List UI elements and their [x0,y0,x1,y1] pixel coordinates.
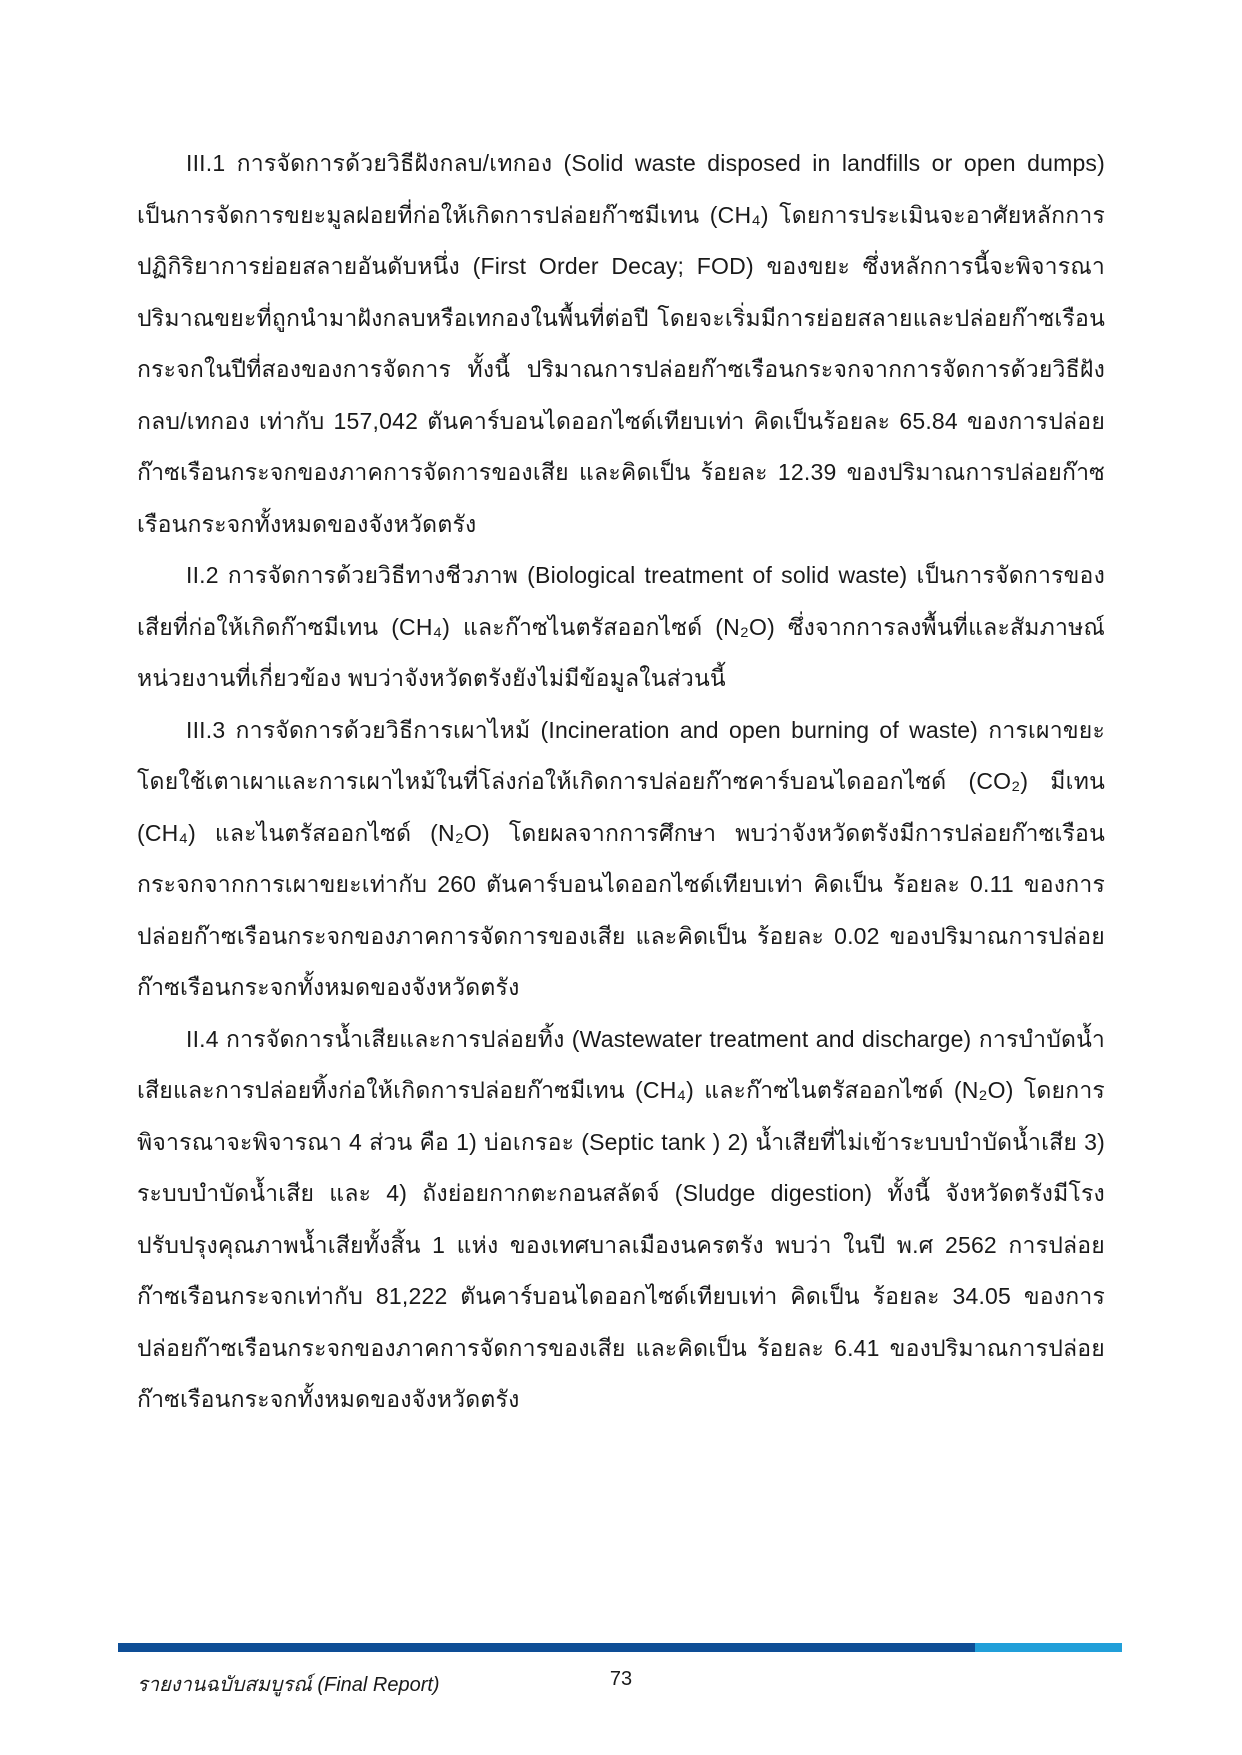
footer-page-number: 73 [609,1668,633,1690]
footer-bar-primary-segment [118,1643,975,1652]
paragraph-landfill-management: III.1 การจัดการด้วยวิธีฝังกลบ/เทกอง (Solid waste disposed in landfills or open dumps) เป็นการจัดการขยะมูลฝอยที่ก่อให้เกิดการปล่อยก๊าซมีเทน (CH₄) โดยการประเมินจะอาศัยหลักการปฏิกิริยาการย่อยสลายอันดับหนึ่ง (First Order Decay; FOD) ของขยะ ซึ่งหลักการนี้จะพิจารณาปริมาณขยะที่ถูกนำมาฝังกลบหรือเทกองในพื้นที่ต่อปี โดยจะเริ่มมีการย่อยสลายและปล่อยก๊าซเรือนกระจกในปีที่สองของการจัดการ ทั้งนี้ ปริมาณการปล่อยก๊าซเรือนกระจกจากการจัดการด้วยวิธีฝังกลบ/เทกอง เท่ากับ 157,042 ตันคาร์บอนไดออกไซด์เทียบเท่า คิดเป็นร้อยละ 65.84 ของการปล่อยก๊าซเรือนกระจกของภาคการจัดการของเสีย และคิดเป็น ร้อยละ 12.39 ของปริมาณการปล่อยก๊าซเรือนกระจกทั้งหมดของจังหวัดตรัง [137,150,1105,537]
footer-report-label: รายงานฉบับสมบูรณ์ (Final Report) [137,1674,440,1696]
page-footer [0,1668,1242,1704]
footer-bar-accent-segment [975,1643,1122,1652]
footer-divider-bar [118,1643,1122,1652]
paragraph-incineration: III.3 การจัดการด้วยวิธีการเผาไหม้ (Incineration and open burning of waste) การเผาขยะโดยใช้เตาเผาและการเผาไหม้ในที่โล่งก่อให้เกิดการปล่อยก๊าซคาร์บอนไดออกไซด์ (CO₂) มีเทน (CH₄) และไนตรัสออกไซด์ (N₂O) โดยผลจากการศึกษา พบว่าจังหวัดตรังมีการปล่อยก๊าซเรือนกระจกจากการเผาขยะเท่ากับ 260 ตันคาร์บอนไดออกไซด์เทียบเท่า คิดเป็น ร้อยละ 0.11 ของการปล่อยก๊าซเรือนกระจกของภาคการจัดการของเสีย และคิดเป็น ร้อยละ 0.02 ของปริมาณการปล่อยก๊าซเรือนกระจกทั้งหมดของจังหวัดตรัง [137,716,1105,1000]
page-body-text [137,138,1105,1426]
paragraph-biological-treatment: II.2 การจัดการด้วยวิธีทางชีวภาพ (Biological treatment of solid waste) เป็นการจัดการของเสียที่ก่อให้เกิดก๊าซมีเทน (CH₄) และก๊าซไนตรัสออกไซด์ (N₂O) ซึ่งจากการลงพื้นที่และสัมภาษณ์หน่วยงานที่เกี่ยวข้อง พบว่าจังหวัดตรังยังไม่มีข้อมูลในส่วนนี้ [137,562,1105,691]
paragraph-wastewater-treatment: II.4 การจัดการน้ำเสียและการปล่อยทิ้ง (Wastewater treatment and discharge) การบำบัดน้ำเสียและการปล่อยทิ้งก่อให้เกิดการปล่อยก๊าซมีเทน (CH₄) และก๊าซไนตรัสออกไซด์ (N₂O) โดยการพิจารณาจะพิจารณา 4 ส่วน คือ 1) บ่อเกรอะ (Septic tank ) 2) น้ำเสียที่ไม่เข้าระบบบำบัดน้ำเสีย 3) ระบบบำบัดน้ำเสีย และ 4) ถังย่อยกากตะกอนสลัดจ์ (Sludge digestion) ทั้งนี้ จังหวัดตรังมีโรงปรับปรุงคุณภาพน้ำเสียทั้งสิ้น 1 แห่ง ของเทศบาลเมืองนครตรัง พบว่า ในปี พ.ศ 2562 การปล่อยก๊าซเรือนกระจกเท่ากับ 81,222 ตันคาร์บอนไดออกไซด์เทียบเท่า คิดเป็น ร้อยละ 34.05 ของการปล่อยก๊าซเรือนกระจกของภาคการจัดการของเสีย และคิดเป็น ร้อยละ 6.41 ของปริมาณการปล่อยก๊าซเรือนกระจกทั้งหมดของจังหวัดตรัง [137,1025,1105,1412]
